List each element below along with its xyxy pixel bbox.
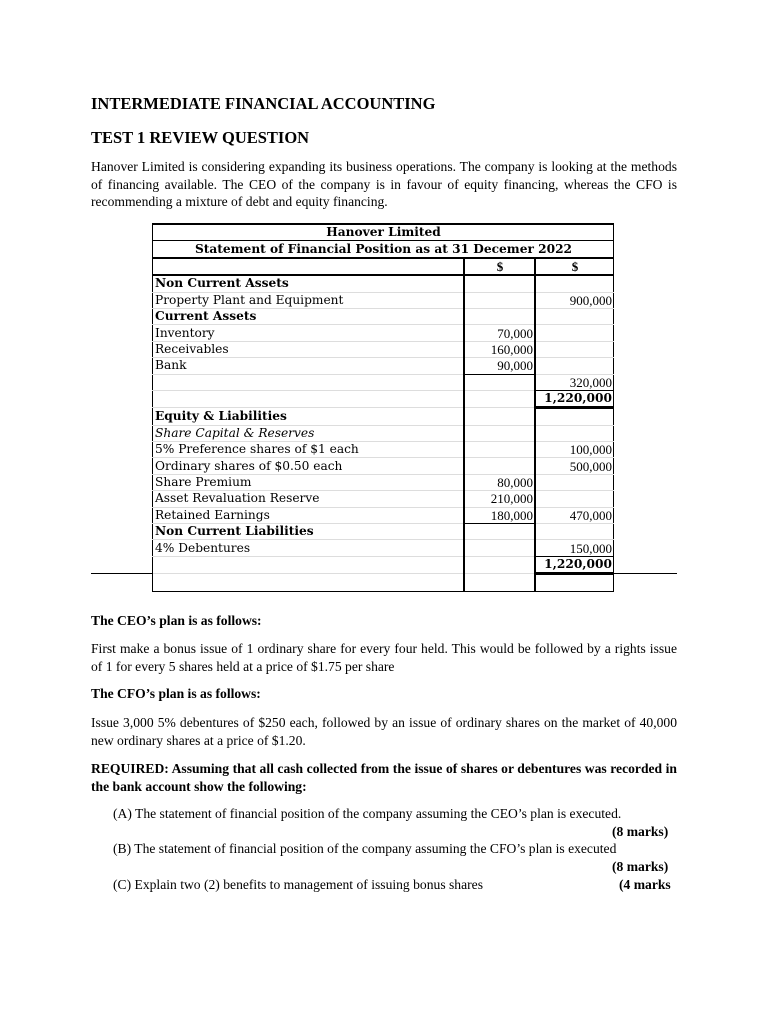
required-text: REQUIRED: Assuming that all cash collected from the issue of shares or debentures was recorded in the bank account show the following:: [91, 761, 677, 794]
header-blank: [153, 258, 465, 275]
row-value-col1: [464, 556, 535, 573]
part-a-text: (A) The statement of financial position of the company assuming the CEO’s plan is executed.: [113, 806, 622, 821]
row-value-col2: 900,000: [535, 292, 614, 308]
row-value-col2: [535, 341, 614, 357]
table-row: [153, 308, 614, 324]
document-subtitle: TEST 1 REVIEW QUESTION: [91, 128, 310, 147]
row-value-col1: [464, 408, 535, 425]
table-row: [153, 408, 614, 425]
intro-paragraph: Hanover Limited is considering expanding its business operations. The company is looking at the methods of financing available. The CEO of the company is in favour of equity financing, whereas the CFO is recommending a mixture of debt and equity financing.: [91, 159, 677, 209]
row-value-col2: [535, 325, 614, 341]
row-value-col2: 100,000: [535, 442, 614, 458]
row-value-col2: [535, 474, 614, 490]
row-value-col1: [464, 425, 535, 441]
row-value-col1: [464, 442, 535, 458]
table-row: [153, 491, 614, 507]
table-row: [153, 474, 614, 490]
row-value-col1: [464, 275, 535, 292]
table-row: [153, 425, 614, 441]
row-value-col2: 500,000: [535, 458, 614, 474]
financial-position-table: [152, 223, 614, 592]
table-row: [153, 374, 614, 390]
row-label: [153, 374, 465, 390]
header-col2: $: [535, 258, 614, 275]
row-value-col1: [464, 540, 535, 556]
row-label: 5% Preference shares of $1 each: [153, 442, 465, 458]
row-label: Receivables: [153, 341, 465, 357]
table-row: [153, 275, 614, 292]
table-row: [153, 292, 614, 308]
row-value-col1: [464, 390, 535, 407]
row-label: Ordinary shares of $0.50 each: [153, 458, 465, 474]
row-label: Property Plant and Equipment: [153, 292, 465, 308]
header-col1: $: [464, 258, 535, 275]
part-b-text: (B) The statement of financial position of the company assuming the CFO’s plan is executed: [113, 841, 617, 856]
row-value-col1: [464, 524, 535, 540]
part-c-marks: (4 marks: [619, 877, 671, 892]
row-value-col1: [464, 308, 535, 324]
table-statement-title: Statement of Financial Position as at 31 Decemer 2022: [153, 241, 614, 258]
row-value-col2: 1,220,000: [535, 556, 614, 573]
table-row: [153, 341, 614, 357]
row-label: Inventory: [153, 325, 465, 341]
table-row: [153, 507, 614, 523]
row-value-col2: 1,220,000: [535, 390, 614, 407]
row-label: Bank: [153, 358, 465, 374]
cfo-heading: The CFO’s plan is as follows:: [91, 686, 261, 701]
right-rule: [614, 573, 677, 574]
document-title: INTERMEDIATE FINANCIAL ACCOUNTING: [91, 94, 436, 113]
row-label: Non Current Liabilities: [153, 524, 465, 540]
row-value-col1: 180,000: [464, 507, 535, 523]
row-value-col1: 210,000: [464, 491, 535, 507]
row-value-col2: 320,000: [535, 374, 614, 390]
row-value-col1: 160,000: [464, 341, 535, 357]
table-row: [153, 325, 614, 341]
row-value-col2: [535, 574, 614, 591]
row-value-col2: [535, 491, 614, 507]
row-value-col2: [535, 425, 614, 441]
part-c-text: (C) Explain two (2) benefits to management of issuing bonus shares: [113, 877, 483, 892]
row-value-col1: [464, 574, 535, 591]
row-label: Share Premium: [153, 474, 465, 490]
row-value-col2: [535, 275, 614, 292]
ceo-heading: The CEO’s plan is as follows:: [91, 613, 262, 628]
table-row: [153, 524, 614, 540]
row-label: [153, 574, 465, 591]
row-label: Equity & Liabilities: [153, 408, 465, 425]
table-row: [153, 358, 614, 374]
table-row: [153, 458, 614, 474]
row-value-col2: [535, 358, 614, 374]
ceo-text: First make a bonus issue of 1 ordinary share for every four held. This would be followed by a rights issue of 1 for every 5 shares held at a price of $1.75 per share: [91, 641, 677, 674]
row-value-col1: 70,000: [464, 325, 535, 341]
left-rule: [91, 573, 153, 574]
row-value-col1: [464, 374, 535, 390]
row-value-col1: [464, 292, 535, 308]
table-row: [153, 442, 614, 458]
row-label: Asset Revaluation Reserve: [153, 491, 465, 507]
table-row: [153, 574, 614, 591]
row-value-col2: 470,000: [535, 507, 614, 523]
table-row: [153, 540, 614, 556]
row-label: [153, 390, 465, 407]
table-row: [153, 556, 614, 573]
table-company-name: Hanover Limited: [153, 224, 614, 241]
cfo-text: Issue 3,000 5% debentures of $250 each, followed by an issue of ordinary shares on the market of 40,000 new ordinary shares at a price of $1.20.: [91, 715, 677, 748]
row-label: [153, 556, 465, 573]
row-label: Current Assets: [153, 308, 465, 324]
row-value-col2: [535, 308, 614, 324]
table-row: [153, 390, 614, 407]
row-label: Non Current Assets: [153, 275, 465, 292]
row-value-col1: 90,000: [464, 358, 535, 374]
row-label: 4% Debentures: [153, 540, 465, 556]
part-a-marks: (8 marks): [612, 824, 669, 839]
row-value-col2: 150,000: [535, 540, 614, 556]
row-value-col2: [535, 408, 614, 425]
row-value-col1: [464, 458, 535, 474]
row-value-col2: [535, 524, 614, 540]
row-label: Retained Earnings: [153, 507, 465, 523]
row-value-col1: 80,000: [464, 474, 535, 490]
part-b-marks: (8 marks): [612, 859, 669, 874]
row-label: Share Capital & Reserves: [153, 425, 465, 441]
